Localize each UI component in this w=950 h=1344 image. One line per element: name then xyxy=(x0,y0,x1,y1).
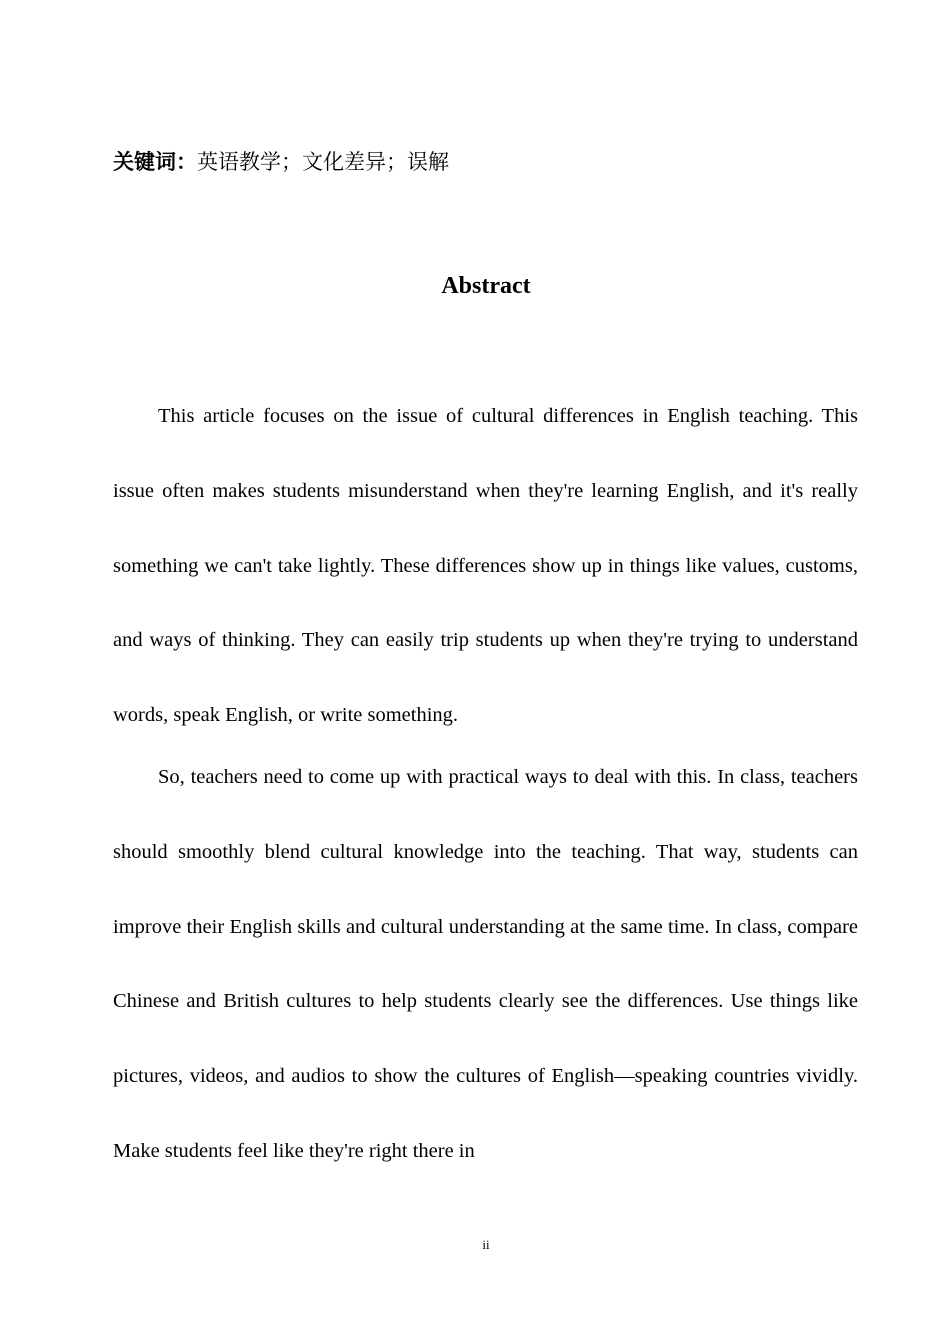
abstract-paragraph-2: So, teachers need to come up with practical ways to deal with this. In class, teachers should smoothly blend cultural knowledge into the teaching. That way, students can improve their English skills and cultural understanding at the same time. In class, compare Chinese and British cultures to help students clearly see the differences. Use things like pictures, videos, and audios to show the cultures of English—speaking countries vividly. Make students feel like they're right there in xyxy=(113,766,858,1162)
keywords-line xyxy=(113,147,449,177)
keywords-label: 关键词： xyxy=(113,150,197,174)
abstract-heading: Abstract xyxy=(441,273,531,299)
keywords-value: 英语教学；文化差异；误解 xyxy=(197,150,449,174)
abstract-paragraph-1: This article focuses on the issue of cultural differences in English teaching. This issue often makes students misunderstand when they're learning English, and it's really something we can't take lightly. These differences show up in things like values, customs, and ways of thinking. They can easily trip students up when they're trying to understand words, speak English, or write something. xyxy=(113,405,858,726)
page-number: ii xyxy=(482,1237,490,1252)
